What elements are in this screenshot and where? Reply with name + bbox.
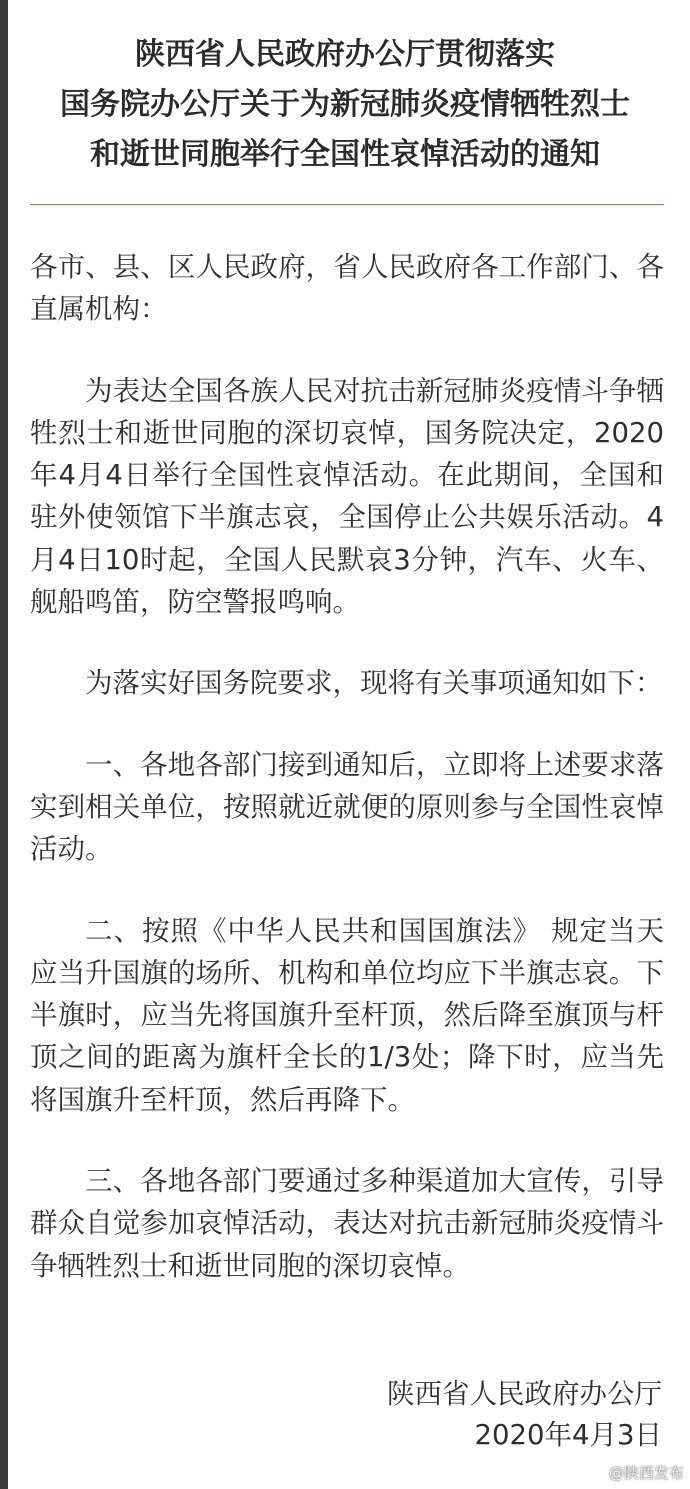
title-divider [30,204,664,205]
issue-date: 2020年4月3日 [474,1419,662,1451]
item-three-paragraph: 三、各地各部门要通过多种渠道加大宣传，引导群众自觉参加哀悼活动，表达对抗击新冠肺炎疫情斗争牺牲烈士和逝世同胞的深切哀悼。 [30,1165,664,1282]
watermark-text: @陕西发布 [608,1464,684,1482]
item-one-paragraph: 一、各地各部门接到通知后，立即将上述要求落实到相关单位，按照就近就便的原则参与全国性哀悼活动。 [30,748,664,866]
intro-paragraph: 为表达全国各族人民对抗击新冠肺炎疫情斗争牺牲烈士和逝世同胞的深切哀悼，国务院决定，2020年4月4日举行全国性哀悼活动。在此期间，全国和驻外使领馆下半旗志哀，全国停止公共娱乐活动。4月4日10时起，全国人民默哀3分钟，汽车、火车、舰船鸣笛，防空警报鸣响。 [30,374,664,619]
notice-lead-paragraph: 为落实好国务院要求，现将有关事项通知如下： [85,667,663,700]
signature-block [387,1374,662,1456]
document-body [30,246,664,1326]
salutation: 各市、县、区人民政府，省人民政府各工作部门、各直属机构： [30,251,664,326]
issuer-name: 陕西省人民政府办公厅 [387,1378,662,1410]
weibo-watermark [586,1462,684,1483]
title-line-3: 和逝世同胞举行全国性哀悼活动的通知 [90,137,600,172]
weibo-icon [586,1465,606,1481]
title-line-1: 陕西省人民政府办公厅贯彻落实 [135,37,555,72]
item-two-paragraph: 二、按照《中华人民共和国国旗法》 规定当天应当升国旗的场所、机构和单位均应下半旗志哀。下半旗时，应当先将国旗升至杆顶，然后降至旗顶与杆顶之间的距离为旗杆全长的1/3处；降下时，应当先将国旗升至杆顶，然后再降下。 [30,914,664,1116]
title-line-2: 国务院办公厅关于为新冠肺炎疫情牺牲烈士 [60,87,630,122]
document-title [20,30,670,180]
left-edge-bar [0,0,8,1489]
